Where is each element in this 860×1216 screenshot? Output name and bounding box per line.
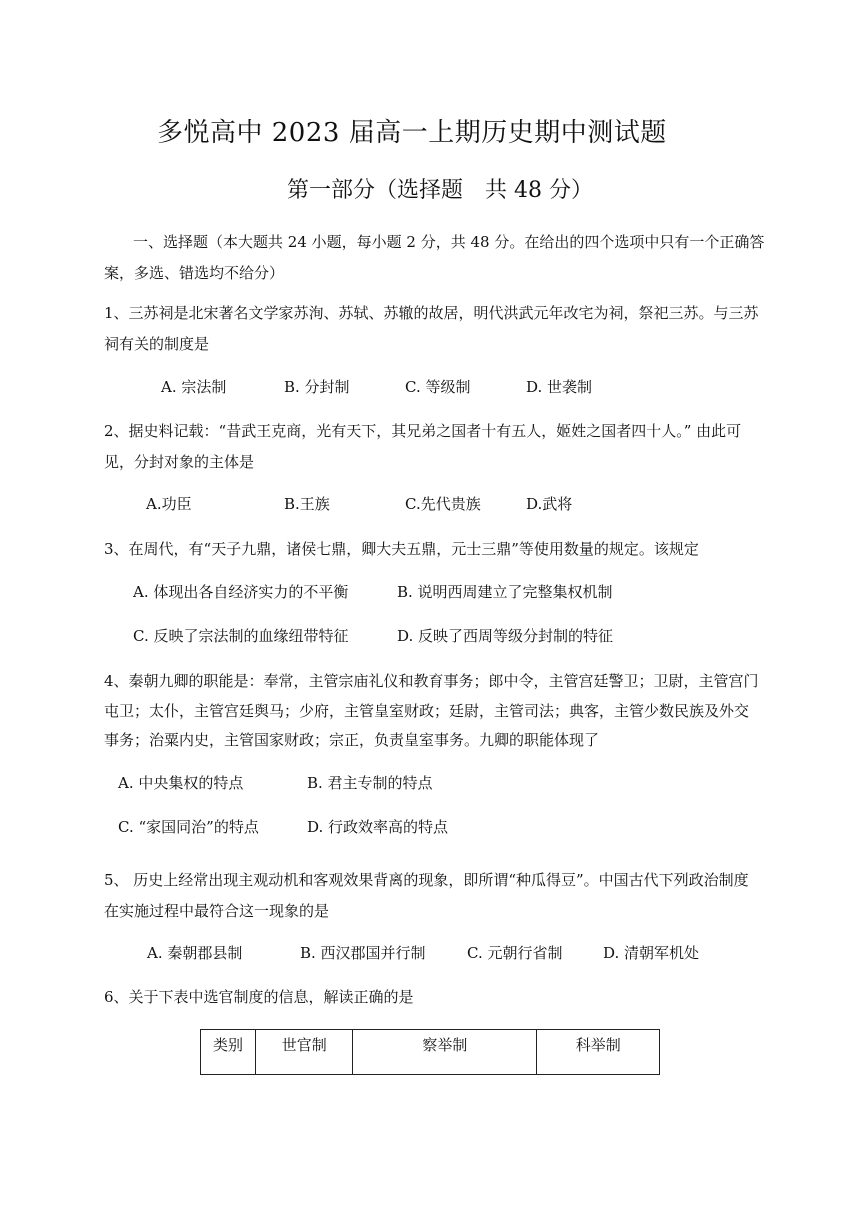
- instructions-line-2: 案，多选、错选均不给分）: [104, 264, 285, 282]
- q1-option-d: D. 世袭制: [526, 378, 593, 396]
- q5-stem-line-2: 在实施过程中最符合这一现象的是: [104, 902, 330, 920]
- exam-title: 多悦高中 2023 届高一上期历史期中测试题: [157, 118, 667, 148]
- table-header-row: [201, 1030, 660, 1075]
- q3-option-d: D. 反映了西周等级分封制的特征: [397, 627, 614, 645]
- q5-option-d: D. 清朝军机处: [603, 944, 700, 962]
- q4-option-b: B. 君主专制的特点: [307, 774, 433, 792]
- q2-stem-line-1: 2、据史料记载：“昔武王克商，光有天下，其兄弟之国者十有五人，姬姓之国者四十人。” 由此可: [104, 422, 742, 440]
- table-header-cell: 科举制: [537, 1030, 660, 1075]
- q3-option-b: B. 说明西周建立了完整集权机制: [397, 583, 613, 601]
- q2-stem-line-2: 见，分封对象的主体是: [104, 453, 255, 471]
- table-header-cell: 类别: [201, 1030, 256, 1075]
- table-header-cell: 世官制: [256, 1030, 353, 1075]
- q4-stem-line-3: 事务；治粟内史，主管国家财政；宗正，负责皇室事务。九卿的职能体现了: [104, 731, 600, 749]
- q2-option-c: C.先代贵族: [405, 495, 481, 513]
- q3-option-c: C. 反映了宗法制的血缘纽带特征: [133, 627, 349, 645]
- q4-option-a: A. 中央集权的特点: [118, 774, 244, 792]
- q5-option-b: B. 西汉郡国并行制: [300, 944, 426, 962]
- q2-option-a: A.功臣: [146, 495, 192, 513]
- q4-option-c: C. “家国同治”的特点: [118, 818, 259, 836]
- q3-stem-line-1: 3、在周代，有“天子九鼎，诸侯七鼎，卿大夫五鼎，元士三鼎”等使用数量的规定。该规定: [104, 540, 699, 558]
- q3-option-a: A. 体现出各自经济实力的不平衡: [133, 583, 349, 601]
- selection-system-table: [200, 1029, 660, 1075]
- q4-option-d: D. 行政效率高的特点: [307, 818, 449, 836]
- q1-stem-line-1: 1、三苏祠是北宋著名文学家苏洵、苏轼、苏辙的故居，明代洪武元年改宅为祠，祭祀三苏。与三苏: [104, 304, 759, 322]
- q1-option-c: C. 等级制: [405, 378, 471, 396]
- q5-option-c: C. 元朝行省制: [467, 944, 563, 962]
- table-header-cell: 察举制: [353, 1030, 537, 1075]
- instructions-line-1: 一、选择题（本大题共 24 小题，每小题 2 分，共 48 分。在给出的四个选项中只有一个正确答: [133, 233, 765, 251]
- q6-stem-line-1: 6、关于下表中选官制度的信息，解读正确的是: [104, 988, 414, 1006]
- q2-option-d: D.武将: [526, 495, 573, 513]
- q4-stem-line-1: 4、秦朝九卿的职能是：奉常，主管宗庙礼仪和教育事务；郎中令，主管宫廷警卫；卫尉，主管宫门: [104, 672, 759, 690]
- q1-stem-line-2: 祠有关的制度是: [104, 335, 210, 353]
- q5-option-a: A. 秦朝郡县制: [147, 944, 243, 962]
- q1-option-a: A. 宗法制: [161, 378, 227, 396]
- q1-option-b: B. 分封制: [284, 378, 350, 396]
- q2-option-b: B.王族: [284, 495, 330, 513]
- part-title: 第一部分（选择题 共 48 分）: [287, 178, 593, 203]
- q5-stem-line-1: 5、 历史上经常出现主观动机和客观效果背离的现象，即所谓“种瓜得豆”。中国古代下列政治制度: [104, 871, 749, 889]
- q4-stem-line-2: 屯卫；太仆，主管宫廷舆马；少府，主管皇室财政；廷尉，主管司法；典客，主管少数民族及外交: [104, 702, 750, 720]
